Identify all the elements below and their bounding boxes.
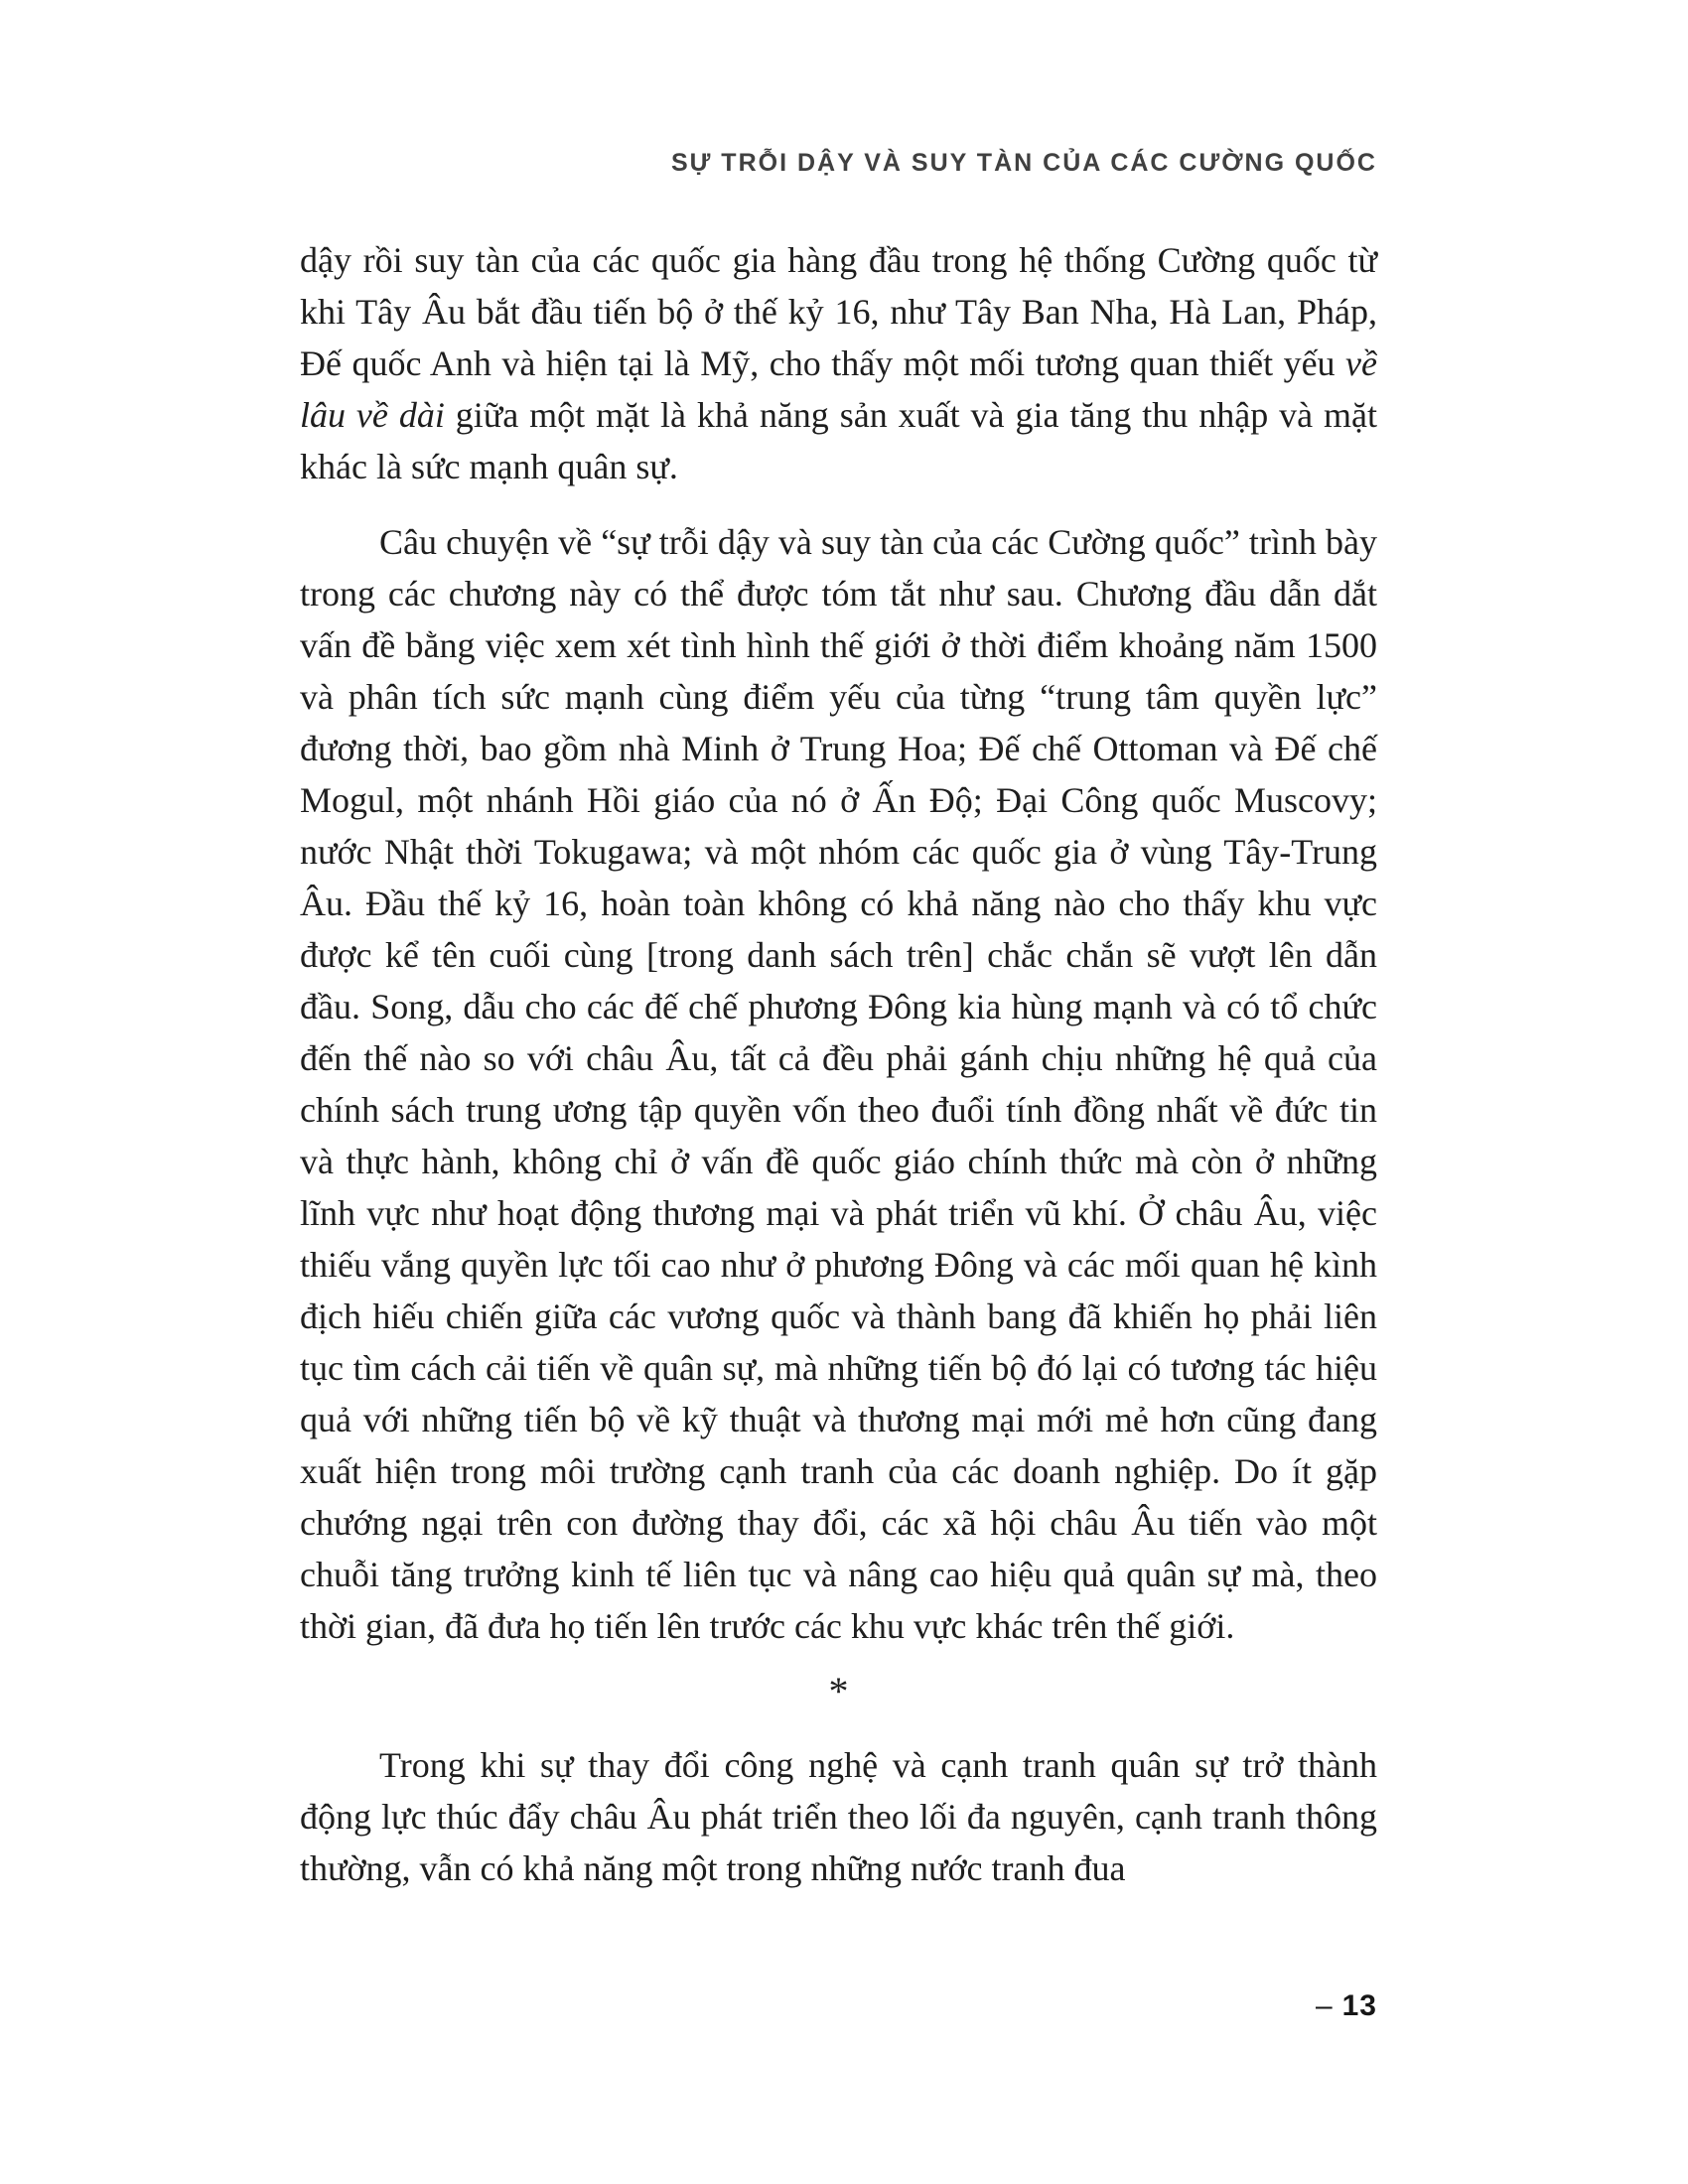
page-footer [300, 1989, 1377, 2023]
section-separator-asterisk: * [828, 1669, 849, 1713]
paragraph-1-text-after-italic: giữa một mặt là khả năng sản xuất và gia tăng thu nhập và mặt khác là sức mạnh quân sự. [300, 395, 1378, 486]
running-header: SỰ TRỖI DẬY VÀ SUY TÀN CỦA CÁC CƯỜNG QUỐC [670, 149, 1377, 177]
paragraph-final: Trong khi sự thay đổi công nghệ và cạnh tranh quân sự trở thành động lực thúc đẩy châu Âu phát triển theo lối đa nguyên, cạnh tranh thông thường, vẫn có khả năng một trong những nước tranh đua [300, 1745, 1377, 1888]
paragraph-1-text-before-italic: dậy rồi suy tàn của các quốc gia hàng đầu trong hệ thống Cường quốc từ khi Tây Âu bắt đầu tiến bộ ở thế kỷ 16, như Tây Ban Nha, Hà Lan, Pháp, Đế quốc Anh và hiện tại là Mỹ, cho thấy một mối tương quan thiết yếu [300, 240, 1377, 383]
paragraph-summary: Câu chuyện về “sự trỗi dậy và suy tàn của các Cường quốc” trình bày trong các chương này có thể được tóm tắt như sau. Chương đầu dẫn dắt vấn đề bằng việc xem xét tình hình thế giới ở thời điểm khoảng năm 1500 và phân tích sức mạnh cùng điểm yếu của từng “trung tâm quyền lực” đương thời, bao gồm nhà Minh ở Trung Hoa; Đế chế Ottoman và Đế chế Mogul, một nhánh Hồi giáo của nó ở Ấn Độ; Đại Công quốc Muscovy; nước Nhật thời Tokugawa; và một nhóm các quốc gia ở vùng Tây-Trung Âu. Đầu thế kỷ 16, hoàn toàn không có khả năng nào cho thấy khu vực được kể tên cuối cùng [trong danh sách trên] chắc chắn sẽ vượt lên dẫn đầu. Song, dẫu cho các đế chế phương Đông kia hùng mạnh và có tổ chức đến thế nào so với châu Âu, tất cả đều phải gánh chịu những hệ quả của chính sách trung ương tập quyền vốn theo đuổi tính đồng nhất về đức tin và thực hành, không chỉ ở vấn đề quốc giáo chính thức mà còn ở những lĩnh vực như hoạt động thương mại và phát triển vũ khí. Ở châu Âu, việc thiếu vắng quyền lực tối cao như ở phương Đông và các mối quan hệ kình địch hiếu chiến giữa các vương quốc và thành bang đã khiến họ phải liên tục tìm cách cải tiến về quân sự, mà những tiến bộ đó lại có tương tác hiệu quả với những tiến bộ về kỹ thuật và thương mại mới mẻ hơn cũng đang xuất hiện trong môi trường cạnh tranh của các doanh nghiệp. Do ít gặp chướng ngại trên con đường thay đổi, các xã hội châu Âu tiến vào một chuỗi tăng trưởng kinh tế liên tục và nâng cao hiệu quả quân sự mà, theo thời gian, đã đưa họ tiến lên trước các khu vực khác trên thế giới. [300, 522, 1377, 1646]
paragraph-continuation [300, 234, 1377, 492]
page-body [300, 234, 1377, 1894]
page-number-dash: – [1315, 1989, 1333, 2022]
page-number-value: 13 [1341, 1989, 1377, 2022]
italic-phrase: về lâu về dài [300, 343, 1377, 435]
